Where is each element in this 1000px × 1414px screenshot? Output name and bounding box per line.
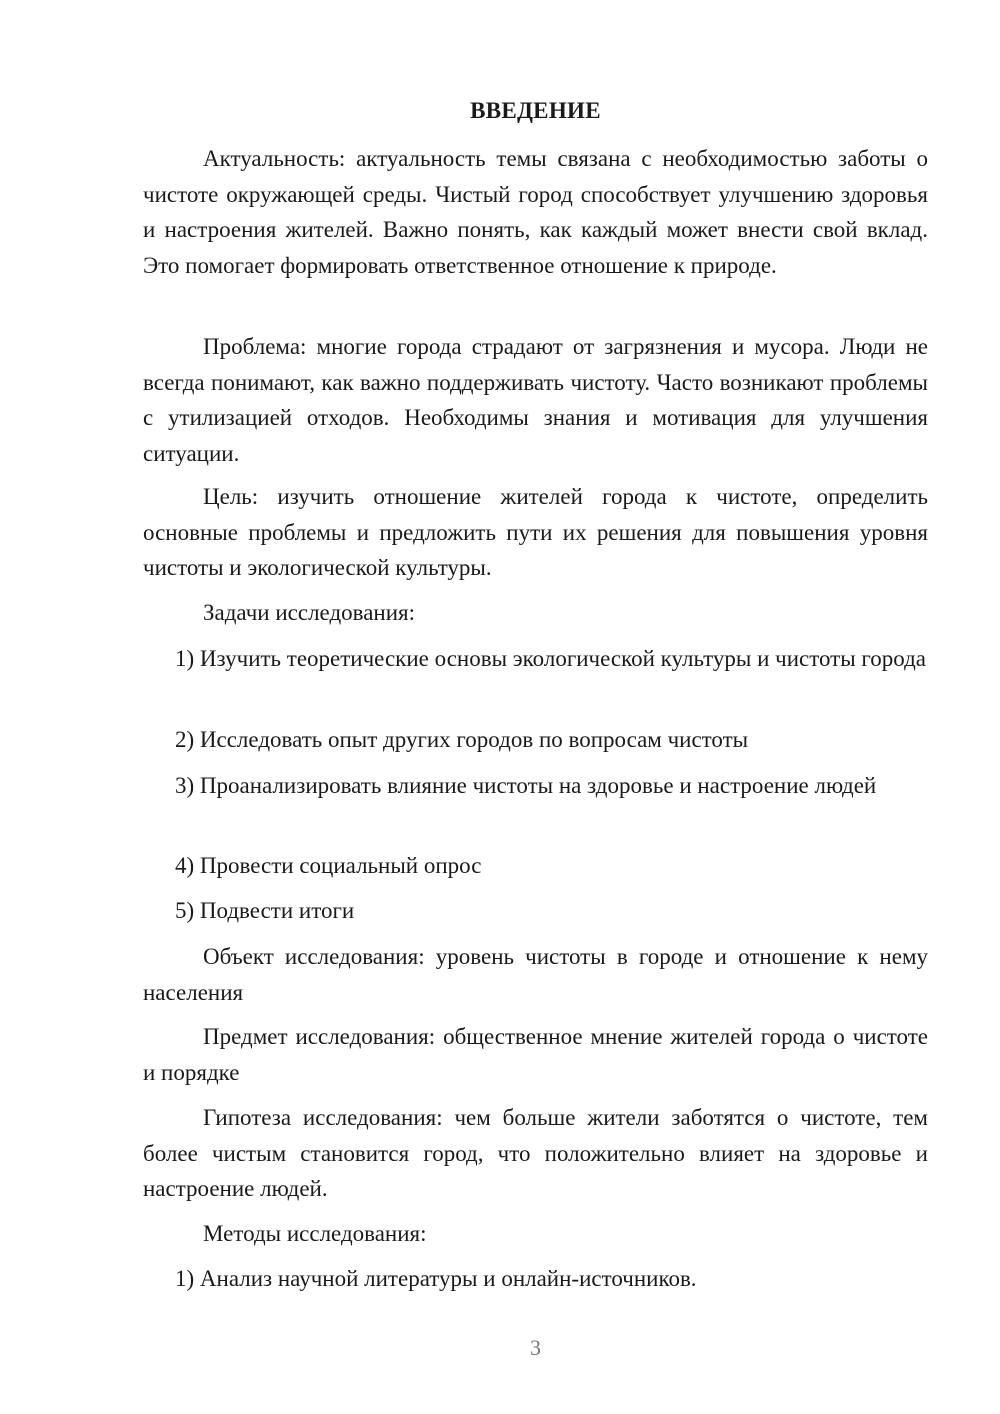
task-item-3: 3) Проанализировать влияние чистоты на здоровье и настроение людей: [175, 773, 877, 798]
page-title: ВВЕДЕНИЕ: [470, 98, 601, 123]
object-paragraph: Объект исследования: уровень чистоты в городе и отношение к нему населения: [143, 944, 928, 1005]
task-item-5: 5) Подвести итоги: [175, 898, 355, 923]
document-page: [143, 0, 928, 1414]
task-item-1: 1) Изучить теоретические основы экологической культуры и чистоты города: [175, 646, 927, 671]
task-item-2: 2) Исследовать опыт других городов по вопросам чистоты: [175, 727, 749, 752]
hypothesis-paragraph: Гипотеза исследования: чем больше жители заботятся о чистоте, тем более чистым становится город, что положительно влияет на здоровье и настроение людей.: [143, 1105, 928, 1201]
task-item-4: 4) Провести социальный опрос: [175, 853, 482, 878]
tasks-heading: Задачи исследования:: [203, 600, 416, 625]
subject-paragraph: Предмет исследования: общественное мнение жителей города о чистоте и порядке: [143, 1024, 928, 1085]
page-number: 3: [530, 1335, 541, 1360]
methods-heading: Методы исследования:: [203, 1221, 427, 1246]
relevance-paragraph: Актуальность: актуальность темы связана с необходимостью заботы о чистоте окружающей среды. Чистый город способствует улучшению здоровья и настроения жителей. Важно понять, как каждый может внести свой вклад. Это помогает формировать ответственное отношение к природе.: [143, 146, 928, 278]
problem-paragraph: Проблема: многие города страдают от загрязнения и мусора. Люди не всегда понимают, как важно поддерживать чистоту. Часто возникают проблемы с утилизацией отходов. Необходимы знания и мотивация для улучшения ситуации.: [143, 334, 928, 466]
goal-paragraph: Цель: изучить отношение жителей города к чистоте, определить основные проблемы и предложить пути их решения для повышения уровня чистоты и экологической культуры.: [143, 484, 928, 580]
method-item-1: 1) Анализ научной литературы и онлайн-источников.: [175, 1266, 697, 1291]
